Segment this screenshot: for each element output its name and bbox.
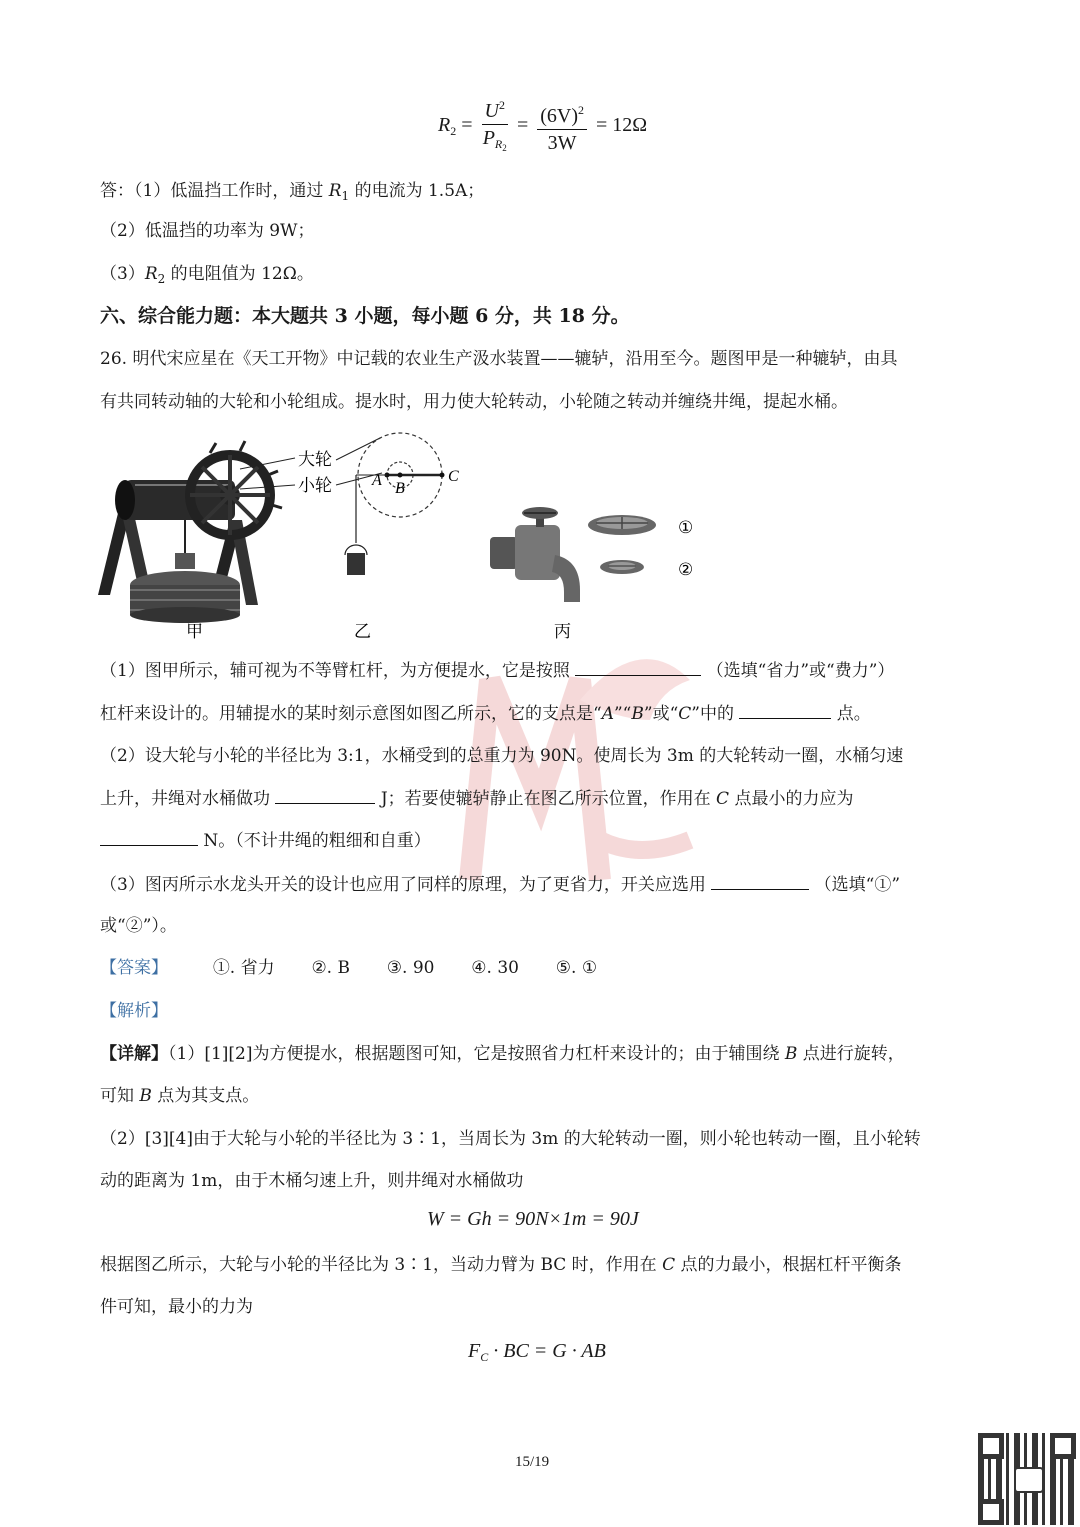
answer-item-4: ④. 30 — [471, 958, 519, 978]
frac-den-3w: 3W — [547, 132, 577, 154]
formula-f-sub: C — [480, 1350, 489, 1364]
sub-q2-text-d: N。（不计井绳的粗细和自重） — [203, 831, 431, 851]
frac-den-p: P — [482, 127, 495, 149]
sub-q1-text-d: 点。 — [836, 704, 871, 724]
detail-p1-line-1 — [100, 1041, 905, 1067]
detail-p1b-start: 可知 — [100, 1086, 140, 1106]
formula-r2-lhs-sub: 2 — [450, 124, 457, 139]
sub-q1-line-2 — [100, 700, 871, 727]
blank-2[interactable] — [739, 700, 831, 719]
label-big-wheel: 大轮 — [298, 450, 332, 470]
schematic-diagram — [336, 433, 445, 575]
detail-p1a-sym: B — [784, 1044, 798, 1064]
answer-item-5: ⑤. ① — [555, 958, 598, 978]
sub-q1-text-c2: ”“ — [613, 704, 632, 724]
caption-jia: 甲 — [186, 622, 203, 642]
sub-q2-text-c: J；若要使辘轳静止在图乙所示位置，作用在 — [380, 789, 717, 809]
blank-1[interactable] — [575, 657, 701, 676]
frac-num-sup: 2 — [498, 98, 505, 112]
detail-p1b-sym: B — [139, 1086, 152, 1106]
sub-q3-text-b: （选填“①” — [814, 875, 901, 895]
formula-r2-lhs: R — [438, 114, 451, 137]
wechat-icon — [1014, 1467, 1044, 1493]
sub-q1-text-c: 杠杆来设计的。用辅提水的某时刻示意图如图乙所示，它的支点是“ — [100, 704, 602, 724]
blank-4[interactable] — [100, 827, 198, 846]
frac-num2-sup: 2 — [578, 103, 584, 117]
label-point-c: C — [448, 468, 459, 485]
blank-5[interactable] — [711, 871, 809, 890]
detail-p1-line-2 — [100, 1083, 259, 1109]
answer-block — [100, 955, 597, 981]
answer-label: 【答案】 — [100, 958, 168, 978]
windlass-illustration — [98, 441, 295, 623]
sub-q1-text-c4: ”中的 — [691, 704, 734, 724]
answer-3-prefix: （3） — [100, 264, 145, 284]
detail-p2-line-1: （2）[3][4]由于大轮与小轮的半径比为 3∶1，当周长为 3m 的大轮转动一圈，则小轮也转动一圈，且小轮转 — [100, 1129, 921, 1149]
sub-q1-text-c3: ”或“ — [643, 704, 679, 724]
frac-6v-3w — [537, 97, 587, 156]
formula-f: F — [468, 1340, 481, 1362]
formula-r2-result: 12Ω — [612, 114, 648, 137]
detail-p3a-end: 点的力最小，根据杠杆平衡条 — [675, 1255, 902, 1275]
eq-sign-2: = — [516, 114, 529, 137]
sub-q1-b: B — [631, 704, 644, 724]
sub-q3-line-1 — [100, 871, 900, 898]
answer-1-sub: 1 — [341, 189, 350, 203]
frac-num-u: U — [484, 100, 499, 122]
answer-3-sym: R — [144, 264, 158, 284]
sub-q2-line-1: （2）设大轮与小轮的半径比为 3:1，水桶受到的总重力为 90N。使周长为 3m 的大轮转动一圈，水桶匀速 — [100, 746, 904, 766]
sub-q2-c-sym: C — [716, 789, 730, 809]
label-point-a: A — [372, 472, 382, 489]
detail-p3a-start: 根据图乙所示，大轮与小轮的半径比为 3∶1，当动力臂为 BC 时，作用在 — [100, 1255, 663, 1275]
frac-den-subsub: 2 — [502, 143, 507, 153]
q26-line-1: 26. 明代宋应星在《天工开物》中记载的农业生产汲水装置——辘轳，沿用至今。题图甲是一种辘轳，由具 — [100, 349, 898, 369]
blank-3[interactable] — [275, 785, 375, 804]
frac-den-sub: R — [494, 137, 503, 151]
sub-q1-line-1 — [100, 657, 894, 684]
caption-yi: 乙 — [354, 622, 371, 642]
section-title: 六、综合能力题：本大题共 3 小题，每小题 6 分，共 18 分。 — [100, 305, 630, 327]
qr-code[interactable] — [978, 1433, 1076, 1525]
detail-p3a-sym: C — [662, 1255, 676, 1275]
sub-q2-text-c-end: 点最小的力应为 — [729, 789, 854, 809]
answer-3-sub: 2 — [157, 272, 166, 286]
sub-q1-text-b: （选填“省力”或“费力”） — [706, 661, 895, 681]
answer-line-1 — [100, 178, 484, 209]
sub-q2-line-3 — [100, 827, 431, 854]
label-point-b: B — [395, 480, 405, 497]
analysis-label: 【解析】 — [100, 1001, 168, 1021]
answer-1-suffix: 的电流为 1.5A； — [349, 181, 485, 201]
detail-p3-line-1 — [100, 1252, 901, 1278]
detail-p1a: （1）[1][2]为方便提水，根据题图可知，它是按照省力杠杆来设计的；由于辅围绕 — [168, 1044, 785, 1064]
answer-2-text: （2）低温挡的功率为 9W； — [100, 221, 315, 241]
sub-q1-c: C — [678, 704, 692, 724]
q26-line-2: 有共同转动轴的大轮和小轮组成。提水时，用力使大轮转动，小轮随之转动并缠绕井绳，提起水桶。 — [100, 392, 848, 412]
caption-bing: 丙 — [554, 622, 571, 642]
label-option-1: ① — [678, 518, 694, 538]
sub-q1-a: A — [601, 704, 614, 724]
detail-p2-line-2: 动的距离为 1m，由于木桶匀速上升，则井绳对水桶做功 — [100, 1171, 524, 1191]
formula-work: W = Gh = 90N×1m = 90J — [427, 1208, 639, 1230]
detail-p1a-end: 点进行旋转， — [797, 1044, 905, 1064]
answer-line-2 — [100, 218, 315, 244]
answer-item-3: ③. 90 — [386, 958, 435, 978]
frac-u2-p — [482, 92, 508, 161]
label-option-2: ② — [678, 560, 694, 580]
sub-q2-line-2 — [100, 785, 853, 812]
sub-q3-text-a: （3）图丙所示水龙头开关的设计也应用了同样的原理，为了更省力，开关应选用 — [100, 875, 706, 895]
page-number: 15/19 — [515, 1454, 550, 1470]
detail-label: 【详解】 — [100, 1044, 168, 1064]
formula-r2 — [438, 92, 647, 161]
label-small-wheel: 小轮 — [298, 476, 332, 496]
answer-item-1: ①. 省力 — [212, 958, 275, 978]
formula-f-rest: · BC = G · AB — [488, 1340, 606, 1362]
formula-force — [468, 1340, 606, 1365]
sub-q3-line-2: 或“②”）。 — [100, 916, 177, 936]
answer-1-prefix: 答：（1）低温挡工作时，通过 — [100, 181, 329, 201]
answer-3-suffix: 的电阻值为 12Ω。 — [165, 264, 314, 284]
answer-line-3 — [100, 261, 314, 292]
sub-q2-text-b: 上升，井绳对水桶做功 — [100, 789, 270, 809]
detail-p1b-end: 点为其支点。 — [151, 1086, 260, 1106]
faucet-illustration — [490, 507, 656, 602]
answer-item-2: ②. B — [311, 958, 350, 978]
frac-num-6v: (6V) — [540, 105, 578, 127]
eq-sign-3: = — [596, 114, 608, 137]
eq-sign: = — [461, 114, 473, 137]
sub-q1-text-a: （1）图甲所示，辅可视为不等臂杠杆，为方便提水，它是按照 — [100, 661, 570, 681]
answer-1-sym: R — [328, 181, 342, 201]
figure-svg — [90, 425, 730, 650]
detail-p3-line-2: 件可知，最小的力为 — [100, 1297, 253, 1317]
